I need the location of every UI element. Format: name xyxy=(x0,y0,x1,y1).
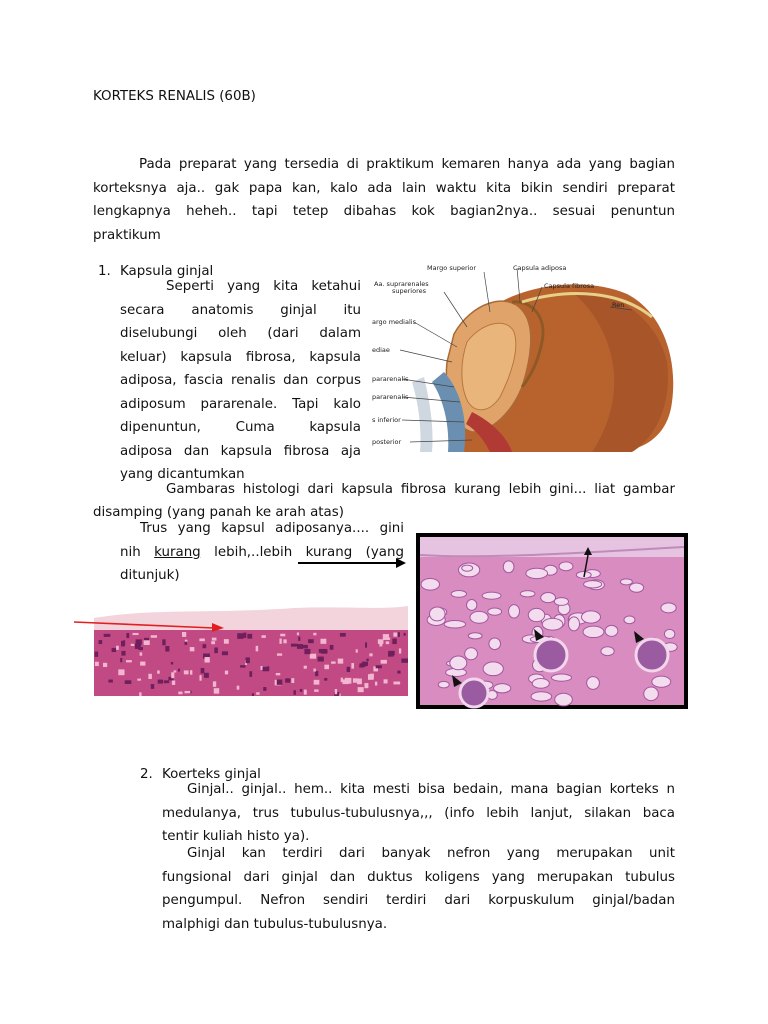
section2-line: Ginjal kan terdiri dari banyak nefron yang merupakan unit xyxy=(187,846,675,861)
cell-nucleus xyxy=(347,667,350,672)
cell-nucleus xyxy=(291,644,298,647)
cell-nucleus xyxy=(324,665,329,669)
cell-nucleus xyxy=(340,633,346,637)
cell-nucleus xyxy=(335,689,337,694)
cell-nucleus xyxy=(184,642,187,645)
cell-nucleus xyxy=(383,634,389,640)
cell-nucleus xyxy=(126,660,132,662)
cell-nucleus xyxy=(252,693,254,696)
tubule xyxy=(581,611,600,623)
section2-line: Ginjal.. ginjal.. hem.. kita mesti bisa bedain, mana bagian korteks n xyxy=(187,782,675,797)
cell-nucleus xyxy=(95,662,99,666)
cell-nucleus xyxy=(178,669,180,672)
cell-nucleus xyxy=(369,653,372,656)
cell-nucleus xyxy=(330,645,334,650)
cell-nucleus xyxy=(104,634,111,637)
tubule xyxy=(568,617,579,631)
section1-paragraph xyxy=(120,275,361,487)
tubule xyxy=(438,681,449,688)
tubule xyxy=(644,687,659,701)
cell-nucleus xyxy=(315,671,318,676)
cell-nucleus xyxy=(201,668,205,673)
tubule xyxy=(482,592,501,599)
label-capsula-fibrosa: Capsula fibrosa xyxy=(544,282,595,290)
cell-nucleus xyxy=(256,692,259,694)
cell-nucleus xyxy=(103,663,107,667)
cell-nucleus xyxy=(178,692,182,695)
cell-nucleus xyxy=(108,680,112,683)
cell-nucleus xyxy=(137,679,141,681)
cell-nucleus xyxy=(298,637,300,641)
label-ren: Ren xyxy=(612,301,625,309)
tubule xyxy=(483,662,503,676)
cell-nucleus xyxy=(172,680,175,684)
cell-nucleus xyxy=(249,671,252,677)
tubule xyxy=(494,684,511,693)
tubule xyxy=(489,638,501,650)
cell-nucleus xyxy=(277,653,282,655)
tubule xyxy=(555,693,573,706)
cell-nucleus xyxy=(140,662,145,666)
label-pararenalis-1: pararenalis xyxy=(372,375,409,383)
cell-nucleus xyxy=(351,663,354,669)
cell-nucleus xyxy=(224,639,229,644)
cell-nucleus xyxy=(304,666,307,669)
cell-nucleus xyxy=(131,644,135,646)
cell-nucleus xyxy=(212,638,217,641)
section2-line: malphigi dan tubulus-tubulusnya. xyxy=(162,916,388,932)
intro-line: lengkapnya heheh.. tapi tetep dibahas kok bagian2nya.. sesuai penuntun xyxy=(93,204,675,219)
label-inferior: s inferior xyxy=(372,416,401,424)
cell-nucleus xyxy=(375,682,377,686)
cell-nucleus xyxy=(364,683,368,688)
cell-nucleus xyxy=(157,670,160,673)
cell-nucleus xyxy=(388,652,394,656)
tubule xyxy=(421,579,439,591)
cell-nucleus xyxy=(199,638,204,641)
cell-nucleus xyxy=(341,678,343,683)
cell-nucleus xyxy=(324,678,327,681)
cell-nucleus xyxy=(397,632,399,637)
cell-nucleus xyxy=(162,639,165,645)
cell-nucleus xyxy=(314,680,320,685)
tubule xyxy=(531,692,552,701)
tubule xyxy=(583,626,604,637)
tubule xyxy=(620,579,632,585)
arrow-right-icon xyxy=(298,556,408,570)
cell-nucleus xyxy=(148,674,151,679)
tubule xyxy=(559,562,573,571)
tubule xyxy=(601,647,614,656)
cell-nucleus xyxy=(240,665,245,667)
cell-nucleus xyxy=(384,679,388,683)
cell-nucleus xyxy=(205,657,210,662)
kidney-anatomy-figure xyxy=(372,262,678,452)
tubule xyxy=(503,561,514,573)
tubule xyxy=(450,656,467,670)
tubule xyxy=(468,633,482,639)
cell-nucleus xyxy=(320,639,326,644)
cell-nucleus xyxy=(144,640,150,645)
histology-line: disamping (yang panah ke arah atas) xyxy=(93,505,344,520)
cell-nucleus xyxy=(393,632,397,636)
cell-nucleus xyxy=(171,662,173,664)
cell-nucleus xyxy=(365,642,367,647)
section2-line: tentir kuliah histo ya). xyxy=(162,829,310,844)
cell-nucleus xyxy=(214,688,219,693)
cell-nucleus xyxy=(158,680,163,684)
cell-nucleus xyxy=(300,689,302,692)
label-capsula-adiposa: Capsula adiposa xyxy=(513,264,567,272)
tubule xyxy=(526,568,548,578)
section1-line: Seperti yang kita ketahui xyxy=(166,279,361,294)
cell-nucleus xyxy=(368,674,374,680)
underlined-word: kurang xyxy=(154,544,201,560)
cell-nucleus xyxy=(112,648,116,652)
cell-nucleus xyxy=(378,639,384,644)
cell-nucleus xyxy=(140,652,143,655)
tubule xyxy=(624,616,635,624)
cell-nucleus xyxy=(310,654,316,659)
cell-nucleus xyxy=(280,634,285,637)
cell-nucleus xyxy=(190,670,192,675)
cell-nucleus xyxy=(99,640,103,644)
cell-nucleus xyxy=(120,658,122,662)
cell-nucleus xyxy=(401,658,408,662)
label-posterior: posterior xyxy=(372,438,402,446)
tubule xyxy=(664,629,674,638)
tubule xyxy=(652,676,671,687)
section2-paragraph-1 xyxy=(162,778,675,849)
page-title: KORTEKS RENALIS (60B) xyxy=(93,89,256,104)
section1-line: yang dicantumkan xyxy=(120,467,245,482)
cell-nucleus xyxy=(213,681,216,687)
cell-nucleus xyxy=(308,639,314,643)
tubule xyxy=(462,565,473,571)
cell-nucleus xyxy=(121,651,125,656)
cell-nucleus xyxy=(256,646,259,651)
section1-line: adiposa dan kapsula fibrosa aja xyxy=(120,443,361,459)
cell-nucleus xyxy=(301,645,308,648)
cell-nucleus xyxy=(139,692,141,696)
cell-nucleus xyxy=(222,651,228,655)
cell-nucleus xyxy=(174,670,177,672)
cell-nucleus xyxy=(151,684,154,689)
section2-line: pengumpul. Nefron sendiri terdiri dari korpuskulum ginjal/badan xyxy=(162,893,675,908)
histology-line: Gambaras histologi dari kapsula fibrosa kurang lebih gini... liat gambar xyxy=(166,482,675,497)
kidney-cortex-micrograph xyxy=(416,533,688,709)
cell-nucleus xyxy=(318,657,324,662)
cell-nucleus xyxy=(246,657,250,663)
tubule xyxy=(520,591,535,597)
cell-nucleus xyxy=(366,659,368,661)
cell-nucleus xyxy=(386,641,389,644)
cell-nucleus xyxy=(358,687,364,692)
histology-paragraph xyxy=(120,478,675,502)
cell-nucleus xyxy=(381,660,387,664)
cell-nucleus xyxy=(203,644,207,648)
cell-nucleus xyxy=(353,678,358,682)
cell-nucleus xyxy=(313,633,316,635)
adiposa-paragraph xyxy=(120,517,404,588)
label-ediae: ediae xyxy=(372,346,390,354)
tubule xyxy=(451,591,466,598)
tubule xyxy=(629,583,643,592)
section1-line: diselubungi oleh (dari dalam xyxy=(120,326,361,341)
cell-nucleus xyxy=(277,680,283,685)
tubule xyxy=(532,679,549,689)
cell-nucleus xyxy=(397,671,400,674)
tubule xyxy=(551,674,571,681)
section1-line: secara anatomis ginjal itu xyxy=(120,302,361,318)
tubule xyxy=(584,581,602,588)
cell-nucleus xyxy=(392,639,396,645)
cell-nucleus xyxy=(237,686,240,690)
cell-nucleus xyxy=(247,634,252,639)
tubule xyxy=(605,625,618,636)
cell-nucleus xyxy=(399,648,401,653)
tubule xyxy=(554,598,568,606)
cell-nucleus xyxy=(243,633,246,638)
cell-nucleus xyxy=(297,632,299,635)
cell-nucleus xyxy=(276,673,280,675)
adiposa-line: ditunjuk) xyxy=(120,568,180,583)
adiposa-line: Trus yang kapsul adiposanya.... gini xyxy=(140,521,404,536)
cell-nucleus xyxy=(116,646,119,650)
section2-heading: Koerteks ginjal xyxy=(162,767,261,782)
tubule xyxy=(467,600,477,611)
cell-nucleus xyxy=(190,647,195,651)
section2-paragraph-2 xyxy=(162,842,675,936)
section1-number: 1. xyxy=(98,264,111,279)
cell-nucleus xyxy=(225,671,228,675)
cell-nucleus xyxy=(165,646,169,652)
tubule xyxy=(528,608,544,621)
label-margo-superior: Margo superior xyxy=(427,264,477,272)
cell-nucleus xyxy=(285,678,290,682)
intro-paragraph xyxy=(93,153,675,247)
cell-nucleus xyxy=(279,639,281,644)
cell-nucleus xyxy=(304,690,307,695)
cell-nucleus xyxy=(123,640,125,645)
cell-nucleus xyxy=(404,633,406,636)
cell-nucleus xyxy=(393,682,400,685)
cell-nucleus xyxy=(359,665,364,668)
cell-nucleus xyxy=(319,649,326,653)
cell-nucleus xyxy=(356,649,358,652)
cell-nucleus xyxy=(293,690,295,695)
cell-nucleus xyxy=(204,673,209,678)
cell-nucleus xyxy=(263,687,266,691)
label-pararenalis-2: pararenalis xyxy=(372,393,409,401)
cell-nucleus xyxy=(237,633,243,639)
cell-nucleus xyxy=(95,652,99,657)
cell-nucleus xyxy=(164,680,169,683)
section1-line: dipenuntun, Cuma kapsula xyxy=(120,420,361,435)
tubule xyxy=(429,607,445,621)
cell-nucleus xyxy=(345,678,352,684)
section1-line: adiposum pararenale. Tapi kalo xyxy=(120,396,361,412)
section2-line: medulanya, trus tubulus-tubulusnya,,, (info lebih lanjut, silakan baca xyxy=(162,805,675,821)
cell-nucleus xyxy=(214,647,218,653)
cell-nucleus xyxy=(151,635,157,638)
cell-nucleus xyxy=(263,666,270,671)
cell-nucleus xyxy=(283,639,286,643)
cell-nucleus xyxy=(304,649,310,654)
label-aa-suprarenales: Aa. suprarenales xyxy=(374,280,429,288)
cell-nucleus xyxy=(118,669,124,675)
tubule xyxy=(488,608,502,615)
cell-nucleus xyxy=(135,643,141,649)
cell-nucleus xyxy=(185,691,191,693)
cell-nucleus xyxy=(338,659,344,664)
tubule xyxy=(542,618,563,630)
cell-nucleus xyxy=(211,641,215,644)
label-margo-medialis: argo medialis xyxy=(372,318,416,326)
red-arrow-icon xyxy=(74,616,224,634)
cell-nucleus xyxy=(314,689,318,691)
label-superiores: superiores xyxy=(392,287,427,295)
tubule xyxy=(587,677,600,690)
intro-line: Pada preparat yang tersedia di praktikum kemaren hanya ada yang bagian xyxy=(139,157,675,172)
cell-nucleus xyxy=(331,661,336,663)
tubule xyxy=(444,621,465,629)
intro-line: korteksnya aja.. gak papa kan, kalo ada lain waktu kita bikin sendiri preparat xyxy=(93,180,675,196)
cell-nucleus xyxy=(199,675,201,681)
adiposa-line: nih kurang lebih,..lebih kurang (yang xyxy=(120,544,405,560)
section1-heading: Kapsula ginjal xyxy=(120,264,214,279)
tubule xyxy=(509,605,520,618)
cell-nucleus xyxy=(376,665,382,668)
cell-nucleus xyxy=(291,678,294,683)
cell-nucleus xyxy=(313,669,315,672)
intro-line: praktikum xyxy=(93,227,161,243)
cell-nucleus xyxy=(171,672,174,678)
tubule xyxy=(661,603,676,613)
cell-nucleus xyxy=(184,670,189,674)
cell-nucleus xyxy=(125,680,132,684)
tubule xyxy=(541,593,556,603)
section2-line: fungsional dari ginjal dan duktus koligens yang merupakan tubulus xyxy=(162,869,675,885)
tubule xyxy=(470,611,488,623)
section2-number: 2. xyxy=(140,767,153,782)
cell-nucleus xyxy=(262,635,266,638)
section1-line: keluar) kapsula fibrosa, kapsula xyxy=(120,349,361,365)
tubule xyxy=(465,648,478,660)
section1-line: adiposa, fascia renalis dan corpus xyxy=(120,373,361,388)
